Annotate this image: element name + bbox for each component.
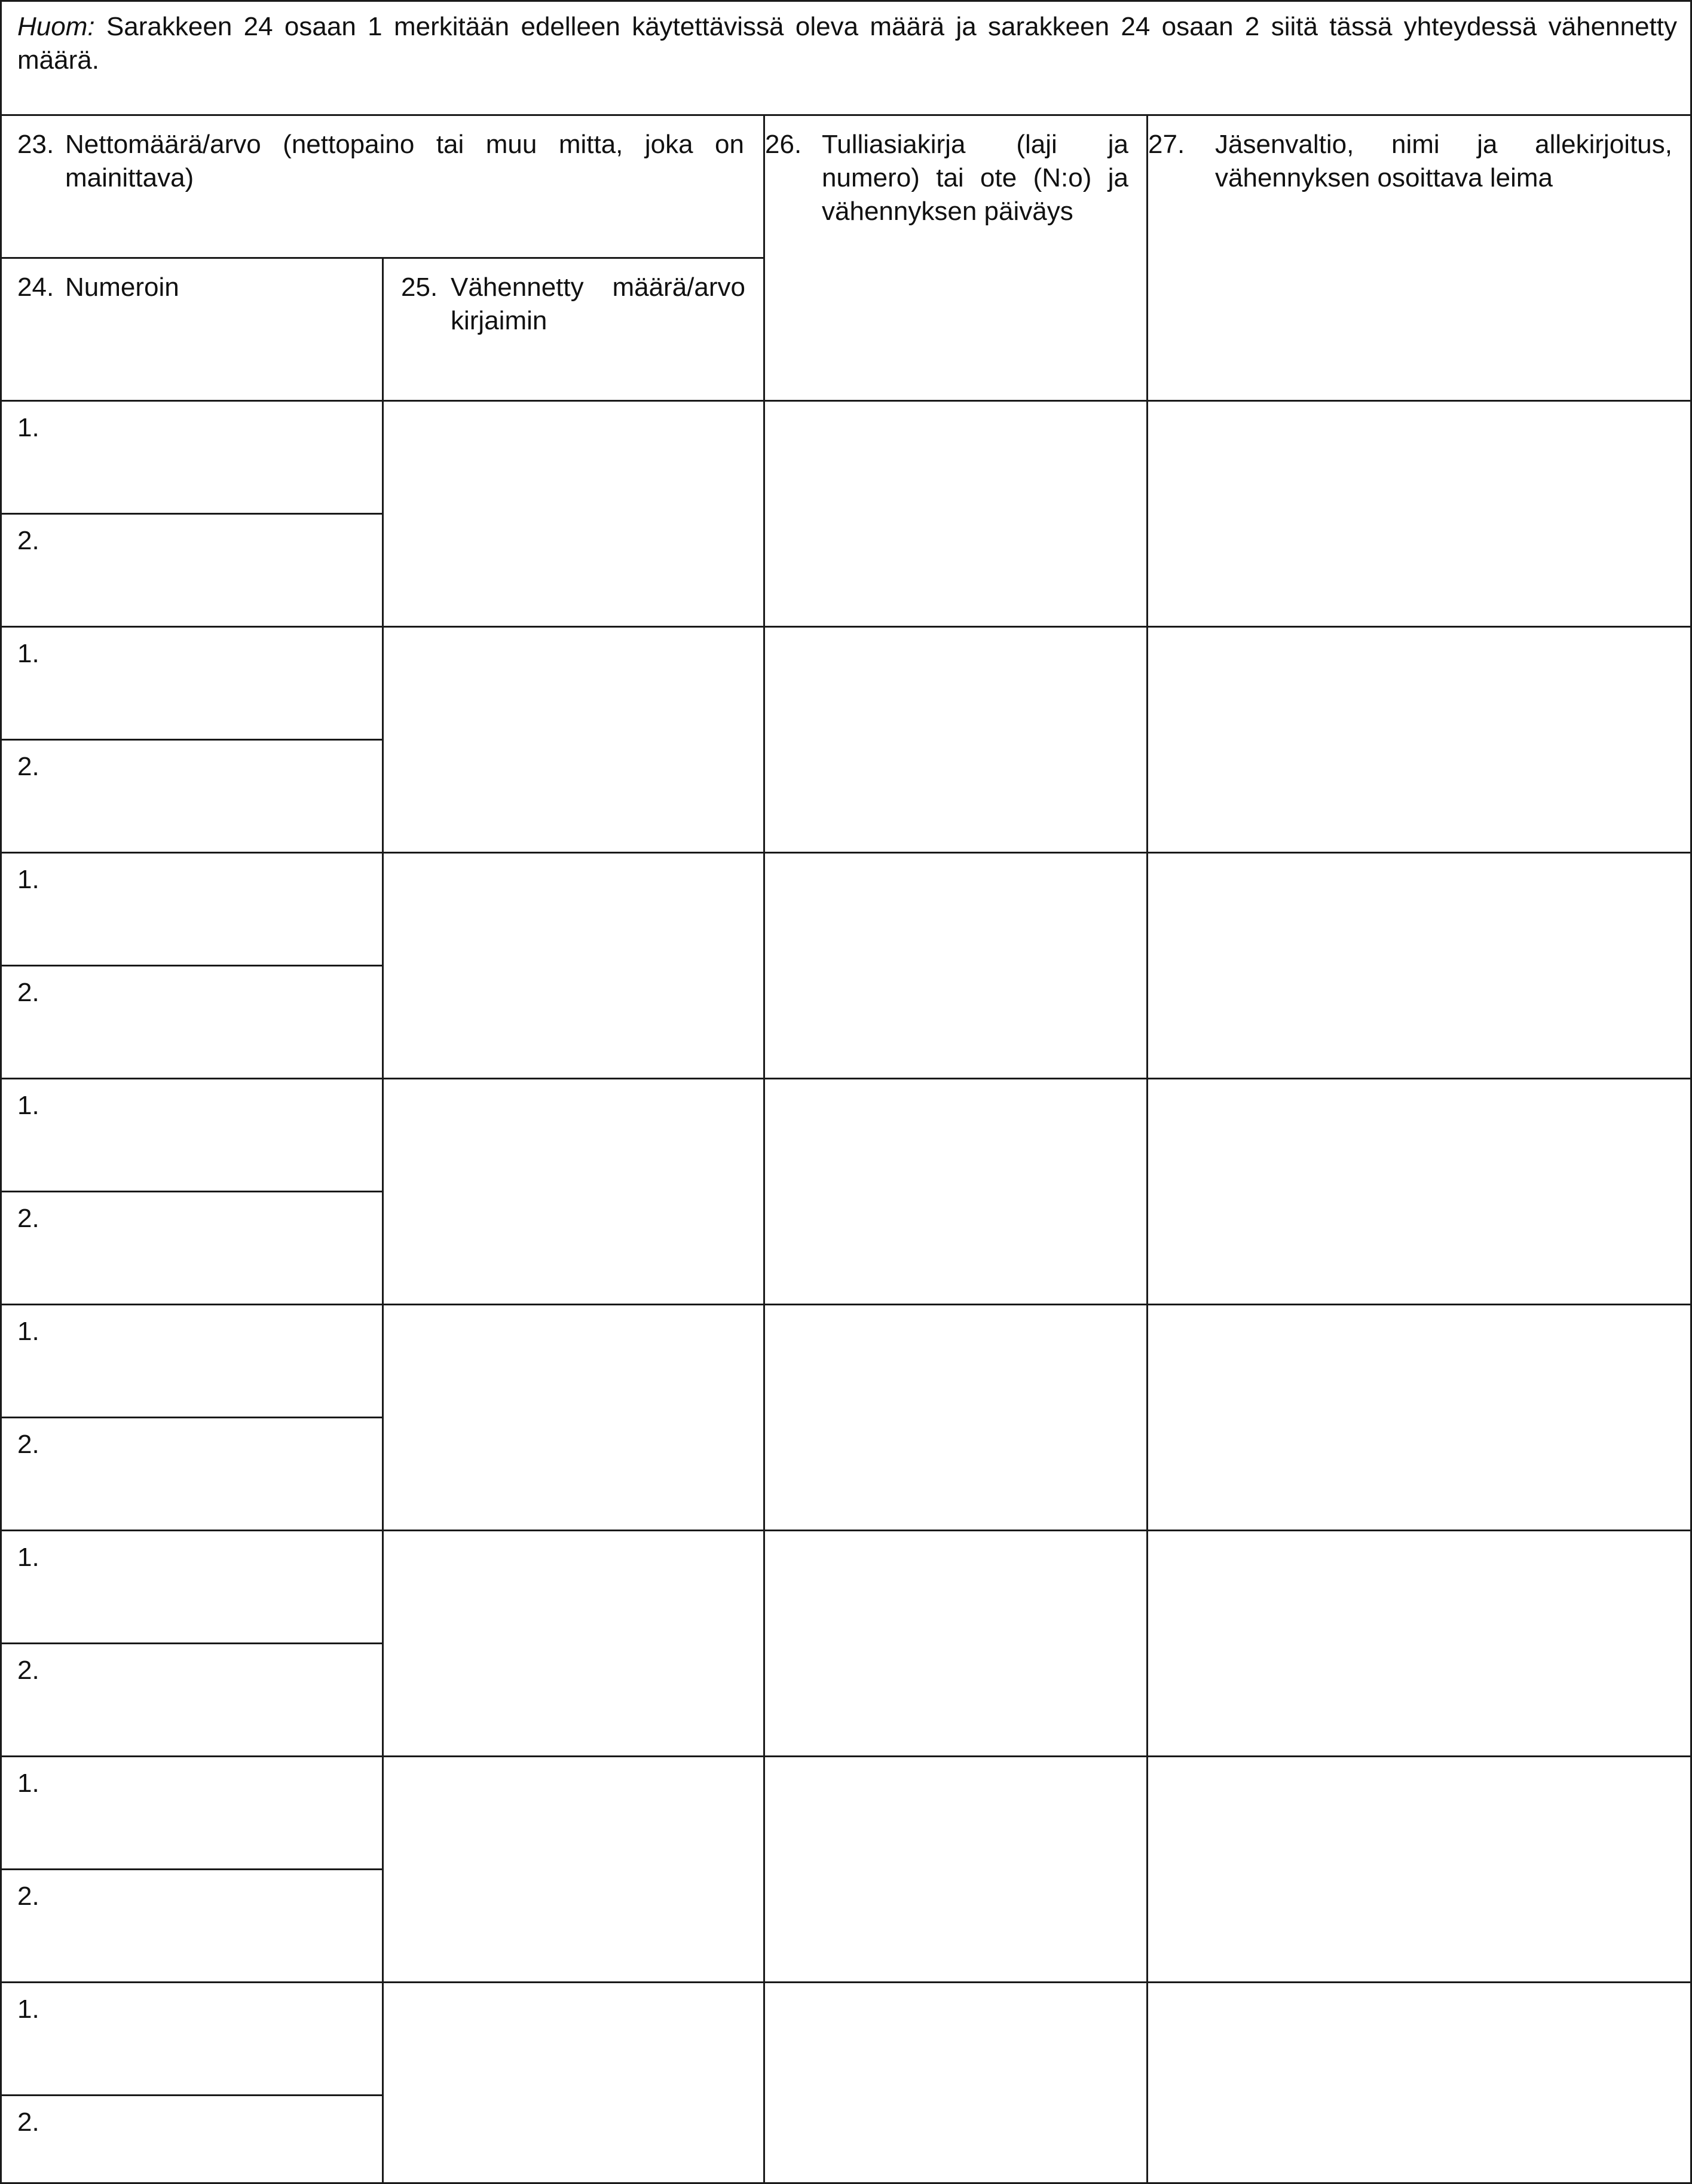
row-5-col-26-cell bbox=[763, 1304, 1148, 1531]
note-text bbox=[17, 10, 1677, 77]
row-5-part-1-label: 1. bbox=[17, 1317, 39, 1346]
row-5-col-27-cell bbox=[1146, 1304, 1692, 1531]
header-col-27-number: 27. bbox=[1148, 130, 1185, 159]
table-row bbox=[0, 400, 384, 515]
header-col-26-label: Tulliasiakirja (laji ja numero) tai ote (N:o) ja vähennyksen päiväys bbox=[822, 130, 1128, 226]
header-col-23-number: 23. bbox=[17, 130, 54, 159]
row-4-col-25-cell bbox=[382, 1078, 765, 1305]
table-row bbox=[0, 1868, 384, 1983]
header-col-23-label: Nettomäärä/arvo (nettopaino tai muu mitta, joka on mainittava) bbox=[65, 130, 744, 192]
row-1-part-1-label: 1. bbox=[17, 413, 39, 442]
header-col-27-label: Jäsenvaltio, nimi ja allekirjoitus, vähennyksen osoittava leima bbox=[1215, 130, 1672, 192]
header-col-24 bbox=[0, 257, 384, 402]
note-box bbox=[0, 0, 1692, 116]
row-5-col-25-cell bbox=[382, 1304, 765, 1531]
table-row bbox=[0, 2094, 384, 2184]
row-8-part-2-label: 2. bbox=[17, 2107, 39, 2137]
row-7-part-1-label: 1. bbox=[17, 1769, 39, 1798]
header-col-24-label: Numeroin bbox=[65, 273, 179, 302]
header-col-26 bbox=[763, 114, 1148, 402]
row-5-part-2-label: 2. bbox=[17, 1430, 39, 1459]
header-col-27 bbox=[1146, 114, 1692, 402]
table-row bbox=[0, 513, 384, 628]
table-row bbox=[0, 852, 384, 966]
row-4-col-26-cell bbox=[763, 1078, 1148, 1305]
header-col-25 bbox=[382, 257, 765, 402]
table-row bbox=[0, 739, 384, 854]
table-row bbox=[0, 1417, 384, 1531]
header-col-24-number: 24. bbox=[17, 273, 54, 302]
header-col-23 bbox=[0, 114, 765, 259]
row-6-part-1-label: 1. bbox=[17, 1543, 39, 1572]
row-4-col-27-cell bbox=[1146, 1078, 1692, 1305]
row-3-col-27-cell bbox=[1146, 852, 1692, 1079]
header-col-25-number: 25. bbox=[401, 273, 438, 302]
row-7-col-27-cell bbox=[1146, 1755, 1692, 1983]
row-3-part-1-label: 1. bbox=[17, 865, 39, 894]
row-7-col-25-cell bbox=[382, 1755, 765, 1983]
row-1-part-2-label: 2. bbox=[17, 526, 39, 555]
table-row bbox=[0, 1530, 384, 1644]
row-1-col-26-cell bbox=[763, 400, 1148, 628]
note-body: Sarakkeen 24 osaan 1 merkitään edelleen käytettävissä oleva määrä ja sarakkeen 24 osaan 2 siitä tässä yhteydessä vähennetty määrä. bbox=[17, 12, 1677, 75]
header-col-26-number: 26. bbox=[765, 130, 802, 159]
row-1-col-25-cell bbox=[382, 400, 765, 628]
row-2-part-1-label: 1. bbox=[17, 639, 39, 668]
table-row bbox=[0, 1191, 384, 1305]
table-row bbox=[0, 1642, 384, 1757]
row-2-col-26-cell bbox=[763, 626, 1148, 854]
row-1-col-27-cell bbox=[1146, 400, 1692, 628]
row-2-col-27-cell bbox=[1146, 626, 1692, 854]
row-2-col-25-cell bbox=[382, 626, 765, 854]
note-prefix: Huom: bbox=[17, 12, 95, 41]
row-7-part-2-label: 2. bbox=[17, 1882, 39, 1911]
row-2-part-2-label: 2. bbox=[17, 752, 39, 781]
row-4-part-1-label: 1. bbox=[17, 1091, 39, 1120]
header-col-25-label: Vähennetty määrä/arvo kirjaimin bbox=[451, 273, 745, 335]
table-row bbox=[0, 1304, 384, 1418]
row-3-part-2-label: 2. bbox=[17, 978, 39, 1007]
row-8-part-1-label: 1. bbox=[17, 1995, 39, 2024]
row-6-part-2-label: 2. bbox=[17, 1656, 39, 1685]
row-8-col-25-cell bbox=[382, 1981, 765, 2184]
table-row bbox=[0, 1981, 384, 2096]
row-6-col-25-cell bbox=[382, 1530, 765, 1757]
row-3-col-26-cell bbox=[763, 852, 1148, 1079]
row-6-col-26-cell bbox=[763, 1530, 1148, 1757]
row-8-col-26-cell bbox=[763, 1981, 1148, 2184]
row-6-col-27-cell bbox=[1146, 1530, 1692, 1757]
table-row bbox=[0, 1078, 384, 1192]
row-7-col-26-cell bbox=[763, 1755, 1148, 1983]
table-row bbox=[0, 1755, 384, 1870]
row-4-part-2-label: 2. bbox=[17, 1204, 39, 1233]
row-8-col-27-cell bbox=[1146, 1981, 1692, 2184]
table-row bbox=[0, 965, 384, 1079]
row-3-col-25-cell bbox=[382, 852, 765, 1079]
table-row bbox=[0, 626, 384, 741]
